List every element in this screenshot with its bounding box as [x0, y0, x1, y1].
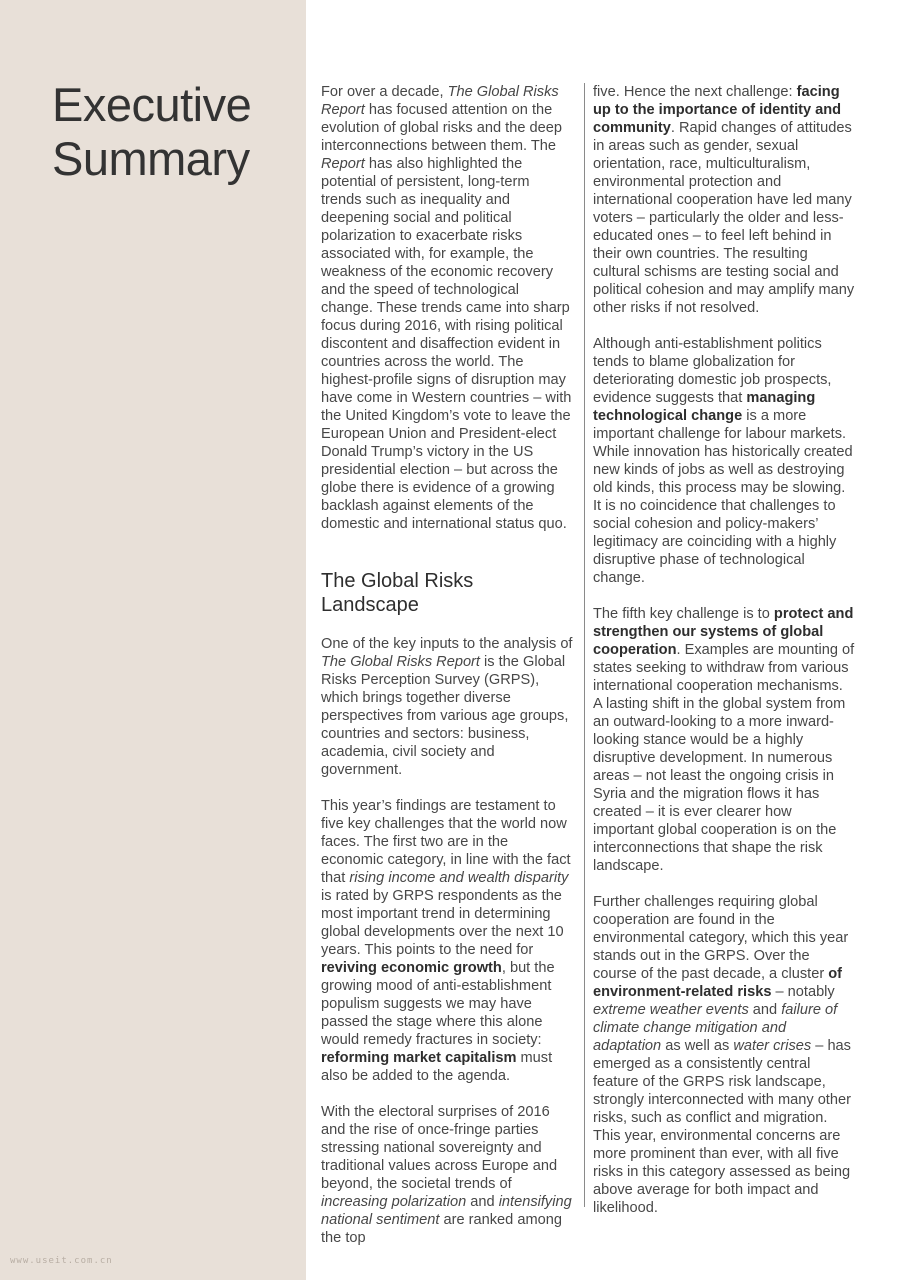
text-run: Further challenges requiring global cooperation are found in the environmental category, which this year stands out in the GRPS. Over the course of the past decade, a cluster	[593, 894, 849, 982]
paragraph	[593, 335, 855, 587]
text-run: must also be added to the agenda.	[321, 1050, 553, 1084]
text-column-1	[321, 83, 573, 1265]
text-run: One of the key inputs to the analysis of	[321, 636, 573, 652]
italic-text: water crises	[733, 1038, 812, 1054]
page-title	[52, 78, 251, 186]
text-run: , but the growing mood of anti-establishment populism suggests we may have passed the stage where this alone would remedy fractures in society:	[321, 960, 555, 1048]
italic-text: The Global Risks Report	[321, 84, 559, 118]
text-run: . Rapid changes of attitudes in areas such as gender, sexual orientation, race, multiculturalism, environmental protection and international cooperation have led many voters – particularly the older and less-educated ones – to feel left behind in their own countries. The resulting cultural schisms are testing social and political cohesion and may amplify many other risks if not resolved.	[593, 120, 855, 316]
text-run: With the electoral surprises of 2016 and the rise of once-fringe parties stressing national sovereignty and traditional values across Europe and beyond, the societal trends of	[321, 1104, 558, 1192]
italic-text: Report	[321, 156, 365, 172]
sidebar-panel	[0, 0, 306, 1280]
text-run: has also highlighted the potential of persistent, long-term trends such as inequality and deepening social and political polarization to exacerbate risks associated with, for example, the weakness of the economic recovery and the speed of technological change. These trends came into sharp focus during 2016, with rising political discontent and disaffection evident in countries across the world. The highest-profile signs of disruption may have come in Western countries – with the United Kingdom’s vote to leave the European Union and President-elect Donald Trump’s victory in the US presidential election – but across the globe there is evidence of a growing backlash against elements of the domestic and international status quo.	[321, 156, 572, 532]
text-run: This year’s findings are testament to five key challenges that the world now faces. The first two are in the economic category, in line with the fact that	[321, 798, 571, 886]
text-run: The fifth key challenge is to	[593, 606, 774, 622]
text-run: five. Hence the next challenge:	[593, 84, 797, 100]
text-run: and	[466, 1194, 499, 1210]
paragraph	[321, 83, 573, 533]
italic-text: rising income and wealth disparity	[349, 870, 569, 886]
bold-text: reviving economic growth	[321, 960, 502, 976]
text-run: is a more important challenge for labour markets. While innovation has historically created new kinds of jobs as well as destroying old kinds, this process may be slowing. It is no coincidence that challenges to social cohesion and policy-makers’ legitimacy are coinciding with a highly disruptive phase of technological change.	[593, 408, 853, 586]
text-run: – notably	[771, 984, 835, 1000]
paragraph	[321, 635, 573, 779]
text-run: is the Global Risks Perception Survey (GRPS), which brings together diverse perspectives from various age groups, countries and sectors: business, academia, civil society and government.	[321, 654, 569, 778]
paragraph	[593, 893, 855, 1217]
paragraph	[593, 83, 855, 317]
bold-text: reforming market capitalism	[321, 1050, 517, 1066]
bold-text: facing up to the importance of identity and community	[593, 84, 842, 136]
section-heading: The Global Risks Landscape	[321, 570, 474, 616]
text-run: – has emerged as a consistently central feature of the GRPS risk landscape, strongly interconnected with many other risks, such as conflict and migration. This year, environmental concerns are more prominent than ever, with all five risks in this category assessed as being above average for both impact and likelihood.	[593, 1038, 851, 1216]
title-line-2: Summary	[52, 132, 250, 185]
italic-text: increasing polarization	[321, 1194, 467, 1210]
text-run: as well as	[661, 1038, 734, 1054]
bold-text: managing technological change	[593, 390, 816, 424]
italic-text: extreme weather events	[593, 1002, 749, 1018]
paragraph	[321, 797, 573, 1085]
text-run: are ranked among the top	[321, 1212, 562, 1246]
text-run: is rated by GRPS respondents as the most important trend in determining global developments over the next 10 years. This points to the need for	[321, 888, 564, 958]
italic-text: failure of climate change mitigation and adaptation	[593, 1002, 838, 1054]
title-line-1: Executive	[52, 78, 252, 131]
italic-text: The Global Risks Report	[321, 654, 480, 670]
paragraph	[593, 605, 855, 875]
bold-text: of environment-related risks	[593, 966, 843, 1000]
bold-text: protect and strengthen our systems of global cooperation	[593, 606, 854, 658]
text-run: For over a decade,	[321, 84, 448, 100]
text-column-2	[584, 83, 855, 1216]
text-run: and	[748, 1002, 782, 1018]
text-run: has focused attention on the evolution of global risks and the deep interconnections between them. The	[321, 102, 562, 154]
italic-text: intensifying national sentiment	[321, 1194, 572, 1228]
text-run: Although anti-establishment politics tends to blame globalization for deteriorating domestic job prospects, evidence suggests that	[593, 336, 832, 406]
text-run: . Examples are mounting of states seeking to withdraw from various international cooperation mechanisms. A lasting shift in the global system from an outward-looking to a more inward-looking stance would be a highly disruptive development. In numerous areas – not least the ongoing crisis in Syria and the migration flows it has created – it is ever clearer how important global cooperation is on the interconnections that shape the risk landscape.	[593, 642, 855, 874]
paragraph	[321, 1103, 573, 1247]
watermark: www.useit.com.cn	[10, 1256, 113, 1266]
